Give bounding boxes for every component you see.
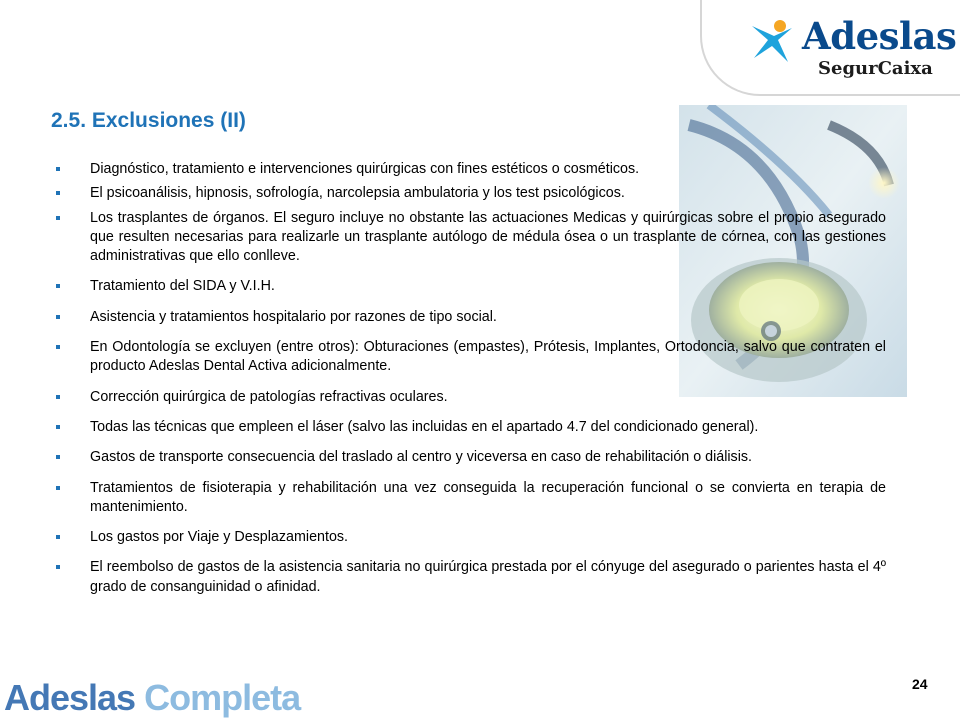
square-bullet-icon: [56, 455, 60, 459]
list-item-text: El psicoanálisis, hipnosis, sofrología, narcolepsia ambulatoria y los test psicológicos.: [90, 185, 625, 202]
list-item-text: Diagnóstico, tratamiento e intervenciones quirúrgicas con fines estéticos o cosméticos.: [90, 161, 640, 177]
page-number: 24: [912, 676, 928, 692]
square-bullet-icon: [56, 395, 60, 399]
square-bullet-icon: [56, 425, 60, 429]
brand-logo: [700, 0, 960, 96]
list-item-text: Asistencia y tratamientos hospitalario por razones de tipo social.: [90, 308, 497, 325]
exclusions-list: [56, 160, 886, 608]
list-item-text: Gastos de transporte consecuencia del traslado al centro y viceversa en caso de rehabilitación o diálisis.: [90, 449, 752, 466]
list-item: [56, 209, 886, 267]
square-bullet-icon: [56, 345, 60, 349]
list-item-text: Los trasplantes de órganos. El seguro incluye no obstante las actuaciones Medicas y quirúrgicas sobre el propio asegurado que resulten necesarias para realizarle un trasplante autólogo de médula ósea o un trasplante de córnea, con las gestiones administrativas que ello conlleve.: [90, 209, 886, 265]
square-bullet-icon: [56, 486, 60, 490]
list-item: [56, 448, 886, 467]
square-bullet-icon: [56, 216, 60, 220]
square-bullet-icon: [56, 315, 60, 319]
product-logo-word1: Adeslas: [4, 677, 136, 718]
list-item-text: En Odontología se excluyen (entre otros): Obturaciones (empastes), Prótesis, Implantes, Ortodoncia, salvo que contraten el producto Adeslas Dental Activa adicionalmente.: [90, 339, 886, 375]
list-item: [56, 558, 886, 597]
square-bullet-icon: [56, 565, 60, 569]
product-logo-word2: Completa: [144, 677, 301, 718]
square-bullet-icon: [56, 167, 60, 171]
product-logo: [4, 678, 300, 718]
list-item: [56, 528, 886, 547]
list-item-text: Todas las técnicas que empleen el láser (salvo las incluidas en el apartado 4.7 del condicionado general).: [90, 418, 759, 435]
list-item-text: Tratamiento del SIDA y V.I.H.: [90, 278, 275, 295]
logo-sub-text: SegurCaixa: [818, 58, 933, 79]
list-item: [56, 338, 886, 377]
list-item: [56, 388, 886, 407]
list-item: [56, 277, 886, 296]
square-bullet-icon: [56, 191, 60, 195]
list-item: [56, 479, 886, 518]
logo-brand-text: Adeslas: [802, 14, 957, 58]
list-item: [56, 308, 886, 327]
list-item-text: Los gastos por Viaje y Desplazamientos.: [90, 529, 349, 546]
list-item: [56, 184, 886, 203]
list-item: [56, 160, 886, 179]
slide-title: 2.5. Exclusiones (II): [51, 109, 246, 132]
list-item-text: Tratamientos de fisioterapia y rehabilitación una vez conseguida la recuperación funcional o se convierta en terapia de mantenimiento.: [90, 479, 886, 515]
list-item-text: Corrección quirúrgica de patologías refractivas oculares.: [90, 388, 448, 405]
square-bullet-icon: [56, 284, 60, 288]
square-bullet-icon: [56, 535, 60, 539]
list-item: [56, 418, 886, 437]
adeslas-star-icon: [746, 18, 794, 66]
list-item-text: El reembolso de gastos de la asistencia sanitaria no quirúrgica prestada por el cónyuge del asegurado o parientes hasta el 4º grado de consanguinidad o afinidad.: [90, 559, 886, 595]
